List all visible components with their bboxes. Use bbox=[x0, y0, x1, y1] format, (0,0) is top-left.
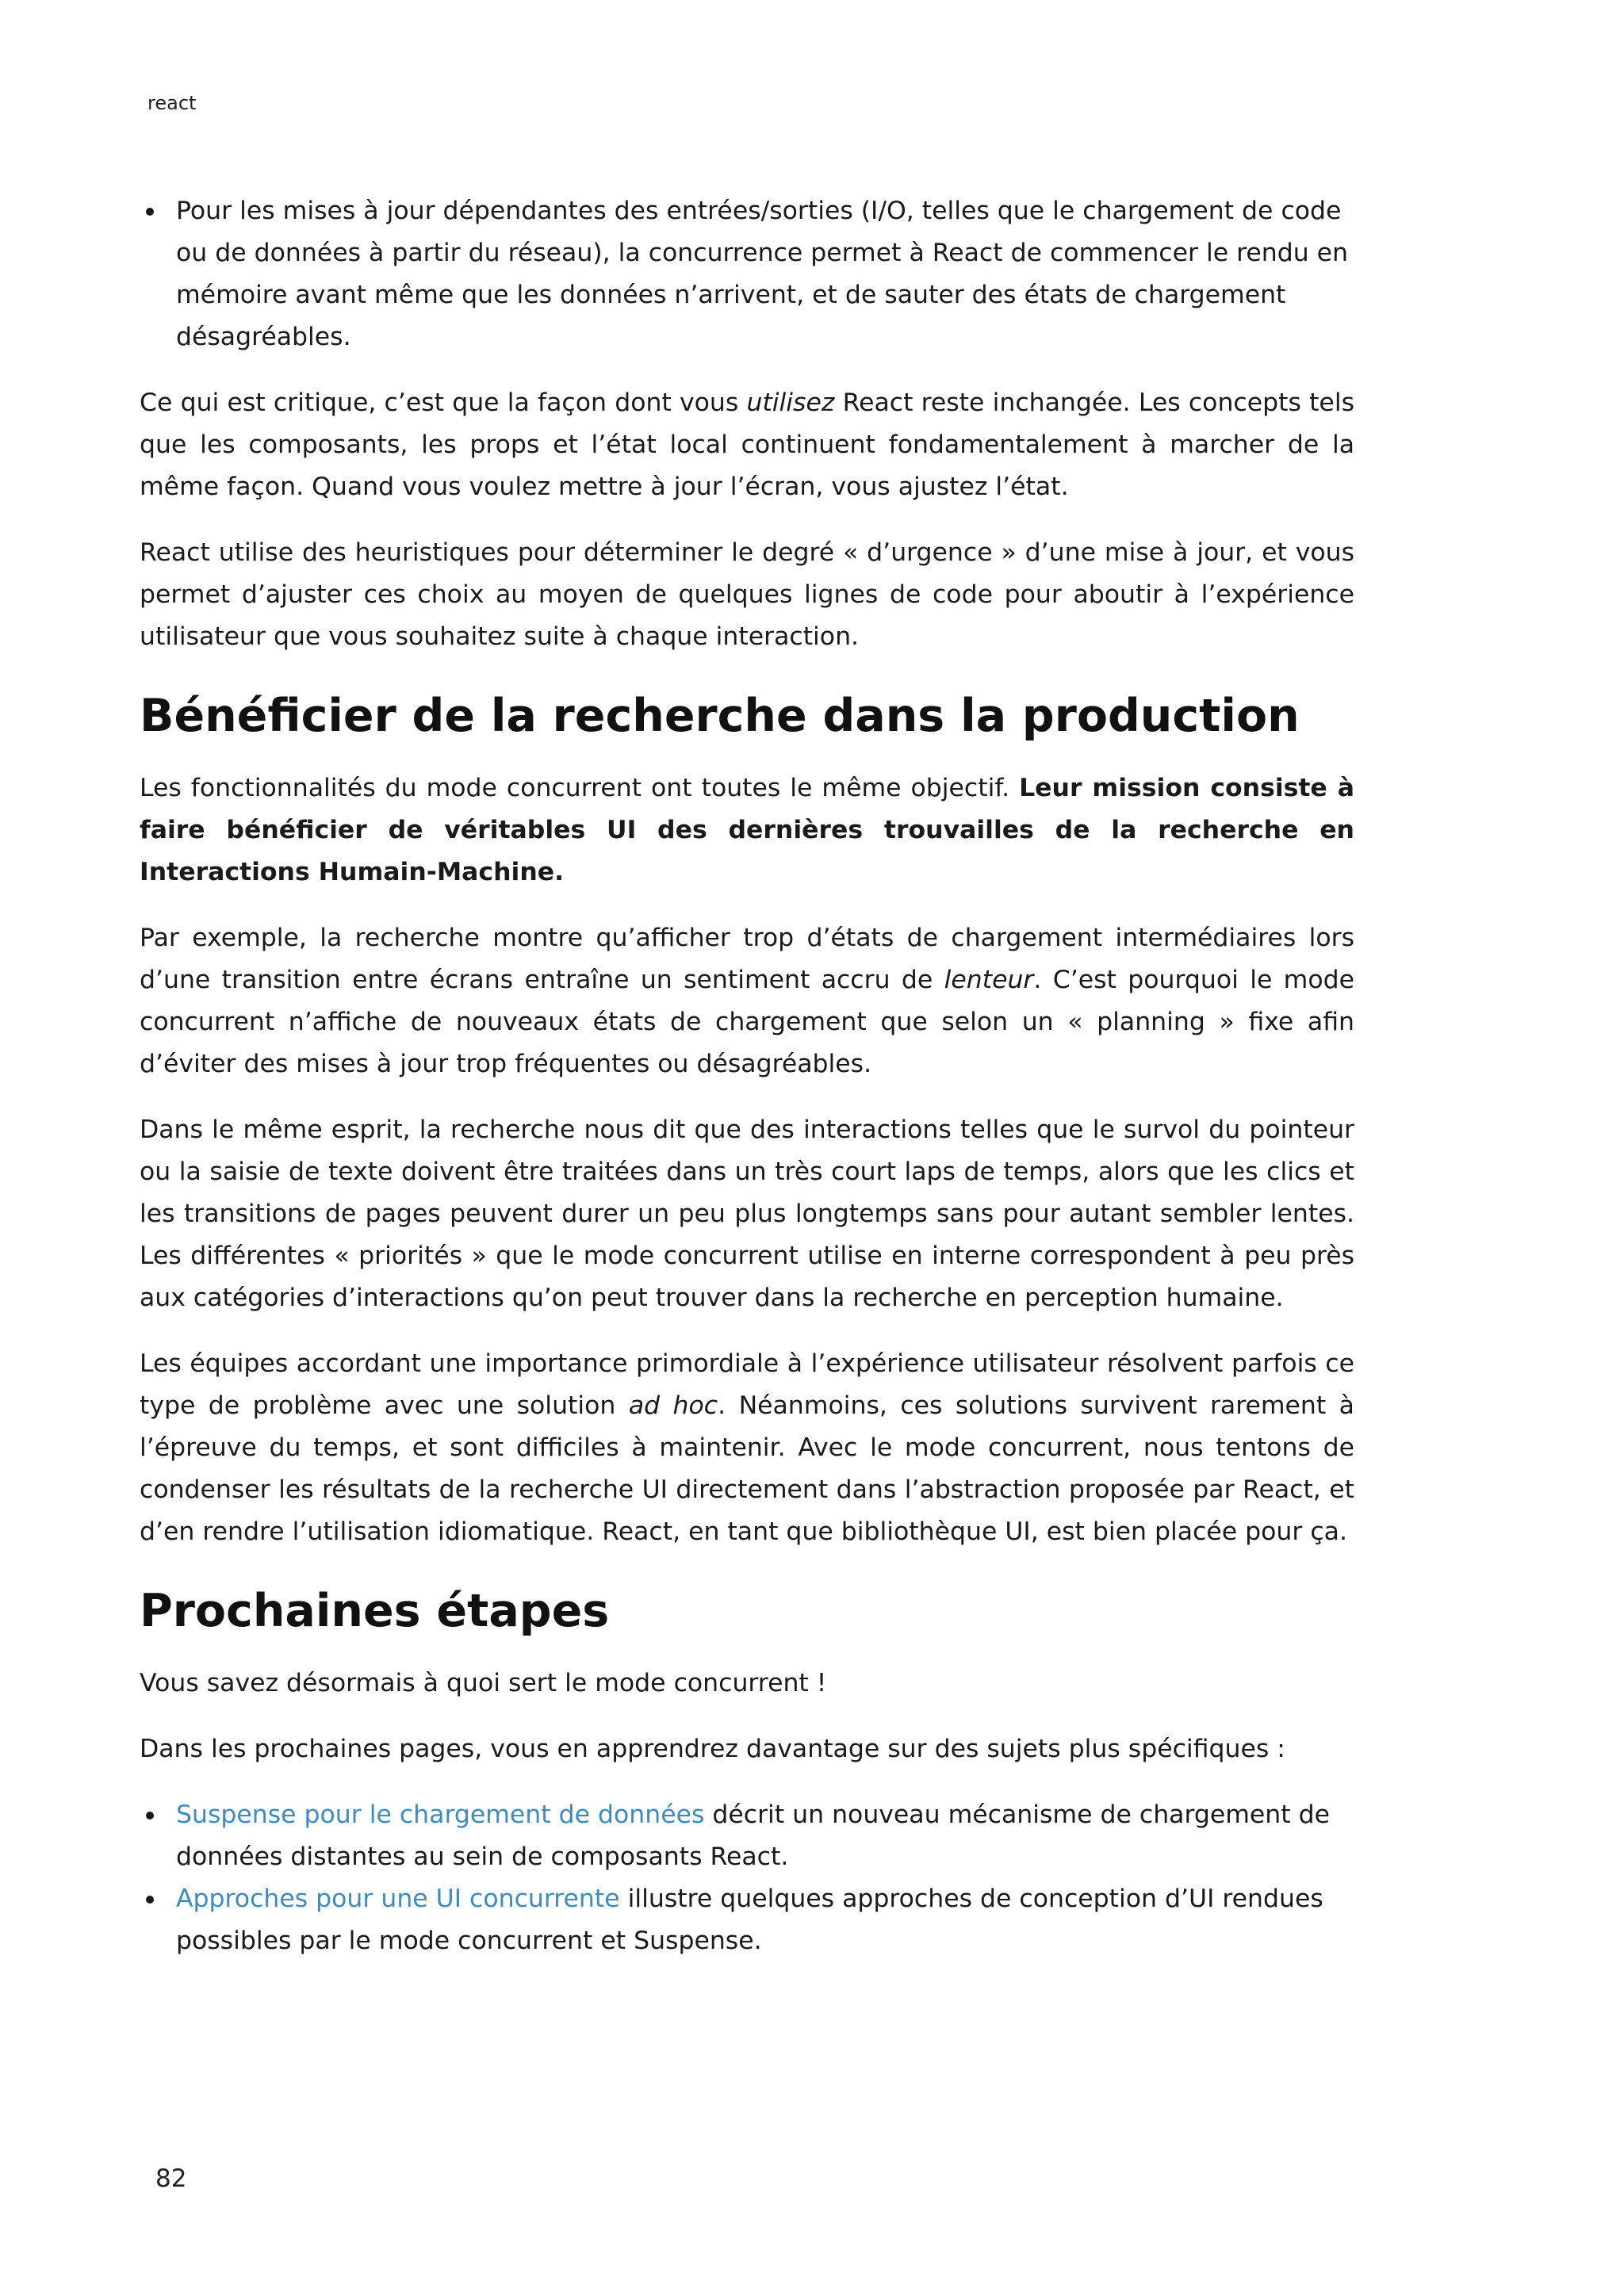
link-suspense-data-loading[interactable]: Suspense pour le chargement de données bbox=[176, 1800, 705, 1829]
section-title-next-steps: Prochaines étapes bbox=[140, 1585, 610, 1637]
paragraph-now-you-know: Vous savez désormais à quoi sert le mode concurrent ! bbox=[140, 1669, 827, 1697]
emphasis-utilisez: utilisez bbox=[746, 388, 835, 417]
list-item: Approches pour une UI concurrente illustre quelques approches de conception d’UI rendues possibles par le mode concurrent et Suspense. bbox=[140, 1878, 1354, 1962]
paragraph-example: Par exemple, la recherche montre qu’afficher trop d’états de chargement intermédiaires lors d’une transition entre écrans entraîne un sentiment accru de lenteur. C’est pourquoi le mode concurrent n’affiche de nouveaux états de chargement que selon un « planning » fixe afin d’éviter des mises à jour trop fréquentes ou désagréables. bbox=[140, 924, 1355, 1078]
emphasis-ad-hoc: ad hoc bbox=[628, 1391, 718, 1420]
paragraph-interactions: Dans le même esprit, la recherche nous dit que des interactions telles que le survol du pointeur ou la saisie de texte doivent être traitées dans un très court laps de temps, alors que les clics et les transitions de pages peuvent durer un peu plus longtemps sans pour autant sembler lentes. Les différentes « priorités » que le mode concurrent utilise en interne correspondent à peu près aux catégories d’interactions qu’on peut trouver dans la recherche en perception humaine. bbox=[140, 1115, 1354, 1312]
running-header: react bbox=[147, 92, 197, 114]
link-concurrent-ui-patterns[interactable]: Approches pour une UI concurrente bbox=[176, 1885, 620, 1913]
list-item: Suspense pour le chargement de données décrit un nouveau mécanisme de chargement de données distantes au sein de composants React. bbox=[140, 1794, 1354, 1878]
bullet-list-top bbox=[140, 190, 1354, 358]
page-content bbox=[140, 190, 1354, 1986]
paragraph-mission: Les fonctionnalités du mode concurrent ont toutes le même objectif. Leur mission consiste à faire bénéficier de véritables UI des dernières trouvailles de la recherche en Interactions Humain-Machine. bbox=[140, 774, 1354, 886]
page-number: 82 bbox=[155, 2164, 187, 2193]
emphasis-lenteur: lenteur bbox=[944, 966, 1034, 994]
paragraph-critical: Ce qui est critique, c’est que la façon dont vous utilisez React reste inchangée. Les concepts tels que les composants, les props et l’état local continuent fondamentalement à marcher de la même façon. Quand vous voulez mettre à jour l’écran, vous ajustez l’état. bbox=[140, 388, 1354, 501]
paragraph-heuristics: React utilise des heuristiques pour déterminer le degré « d’urgence » d’une mise à jour, et vous permet d’ajuster ces choix au moyen de quelques lignes de code pour aboutir à l’expérience utilisateur que vous souhaitez suite à chaque interaction. bbox=[140, 538, 1354, 651]
paragraph-next-pages: Dans les prochaines pages, vous en apprendrez davantage sur des sujets plus spécifiques : bbox=[140, 1735, 1285, 1763]
bullet-list-next bbox=[140, 1794, 1354, 1962]
list-item: Pour les mises à jour dépendantes des entrées/sorties (I/O, telles que le chargement de code ou de données à partir du réseau), la concurrence permet à React de commencer le rendu en mémoire avant même que les données n’arrivent, et de sauter des états de chargement désagréables. bbox=[140, 190, 1354, 358]
mission-statement: Leur mission consiste à faire bénéficier de véritables UI des dernières trouvailles de la recherche en Interactions Humain-Machine. bbox=[140, 774, 1354, 886]
section-title-research: Bénéficier de la recherche dans la production bbox=[140, 690, 1300, 742]
paragraph-teams: Les équipes accordant une importance primordiale à l’expérience utilisateur résolvent parfois ce type de problème avec une solution ad hoc. Néanmoins, ces solutions survivent rarement à l’épreuve du temps, et sont difficiles à maintenir. Avec le mode concurrent, nous tentons de condenser les résultats de la recherche UI directement dans l’abstraction proposée par React, et d’en rendre l’utilisation idiomatique. React, en tant que bibliothèque UI, est bien placée pour ça. bbox=[140, 1349, 1354, 1546]
